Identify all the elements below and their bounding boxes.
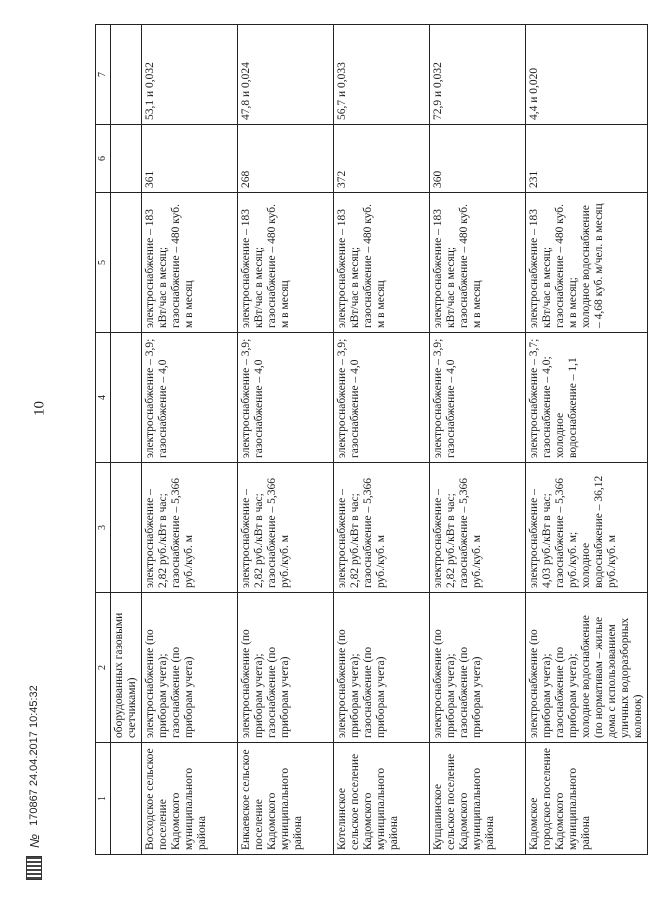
index-cell: электроснабжение – 3,9; газоснабжение – 4,0 [142,333,238,463]
table-cell [111,125,142,193]
document-id: 170867 24.04.2017 10:45:32 [28,685,40,826]
continuation-row [111,25,142,855]
norm-cell: электроснабжение – 183 кВт/час в месяц; газоснабжение – 480 куб. м в месяц [334,193,430,333]
continuation-cell: оборудованных газовыми счетчиками) [111,593,142,743]
table-cell [111,463,142,593]
tariff-cell: электроснабжение – 2,82 руб./кВт в час; газоснабжение – 5,366 руб./куб. м [142,463,238,593]
norm-cell: электроснабжение – 183 кВт/час в месяц; газоснабжение – 480 куб. м в месяц [142,193,238,333]
column-number: 5 [96,193,111,333]
services-cell: электроснабжение (по приборам учета); газоснабжение (по приборам учета) [430,593,526,743]
services-cell: электроснабжение (по приборам учета); газоснабжение (по приборам учета) [334,593,430,743]
tariff-cell: электроснабжение – 2,82 руб./кВт в час; газоснабжение – 5,366 руб./куб. м [334,463,430,593]
column-number: 2 [96,593,111,743]
settlement-cell: Кадомское городское поселение Кадомского муниципального района [526,743,648,855]
tariff-cell: электроснабжение – 2,82 руб./кВт в час; газоснабжение – 5,366 руб./куб. м [430,463,526,593]
value-cell: 47,8 и 0,024 [238,25,334,125]
number-mark: № [26,833,42,848]
column-number: 7 [96,25,111,125]
table-row [430,25,526,855]
value-cell: 72,9 и 0,032 [430,25,526,125]
column-number-row [96,25,111,855]
page-number: 10 [31,401,48,416]
table-cell [111,193,142,333]
norm-cell: электроснабжение – 183 кВт/час в месяц; газоснабжение – 480 куб. м в месяц; холодное водоснабжение – 4,68 куб. м/чел. в месяц [526,193,648,333]
column-number: 6 [96,125,111,193]
count-cell: 268 [238,125,334,193]
table-container [95,25,644,855]
services-cell: электроснабжение (по приборам учета); газоснабжение (по приборам учета) [142,593,238,743]
settlement-cell: Котелинское сельское поселение Кадомского муниципального района [334,743,430,855]
value-cell: 53,1 и 0,032 [142,25,238,125]
count-cell: 361 [142,125,238,193]
count-cell: 231 [526,125,648,193]
index-cell: электроснабжение – 3,9; газоснабжение – 4,0 [334,333,430,463]
barcode-stamp-icon [26,856,42,880]
value-cell: 4,4 и 0,020 [526,25,648,125]
services-cell: электроснабжение (по приборам учета); газоснабжение (по приборам учета) [238,593,334,743]
settlement-cell: Енкаевское сельское поселение Кадомского муниципального района [238,743,334,855]
tariff-cell: электроснабжение – 4,03 руб./кВт в час; газоснабжение – 5,366 руб./куб. м; холодное водоснабжение – 36,12 руб./куб. м [526,463,648,593]
services-cell: электроснабжение (по приборам учета); газоснабжение (по приборам учета); холодное водоснабжение (по нормативам – жилые дома с использованием уличных водоразборных колонок) [526,593,648,743]
tariff-cell: электроснабжение – 2,82 руб./кВт в час; газоснабжение – 5,366 руб./куб. м [238,463,334,593]
tariff-table [95,24,648,855]
index-cell: электроснабжение – 3,9; газоснабжение – 4,0 [238,333,334,463]
norm-cell: электроснабжение – 183 кВт/час в месяц; газоснабжение – 480 куб. м в месяц [238,193,334,333]
table-row [142,25,238,855]
value-cell: 56,7 и 0,033 [334,25,430,125]
settlement-cell: Восходское сельское поселение Кадомского муниципального района [142,743,238,855]
settlement-cell: Кущапинское сельское поселение Кадомского муниципального района [430,743,526,855]
document-footer [22,680,46,880]
table-cell [111,25,142,125]
index-cell: электроснабжение – 3,7; газоснабжение – 4,0; холодное водоснабжение – 1,1 [526,333,648,463]
table-cell [111,743,142,855]
column-number: 3 [96,463,111,593]
column-number: 4 [96,333,111,463]
count-cell: 360 [430,125,526,193]
table-row [526,25,648,855]
table-cell [111,333,142,463]
count-cell: 372 [334,125,430,193]
index-cell: электроснабжение – 3,9; газоснабжение – 4,0 [430,333,526,463]
norm-cell: электроснабжение – 183 кВт/час в месяц; газоснабжение – 480 куб. м в месяц [430,193,526,333]
table-row [334,25,430,855]
column-number: 1 [96,743,111,855]
table-row [238,25,334,855]
